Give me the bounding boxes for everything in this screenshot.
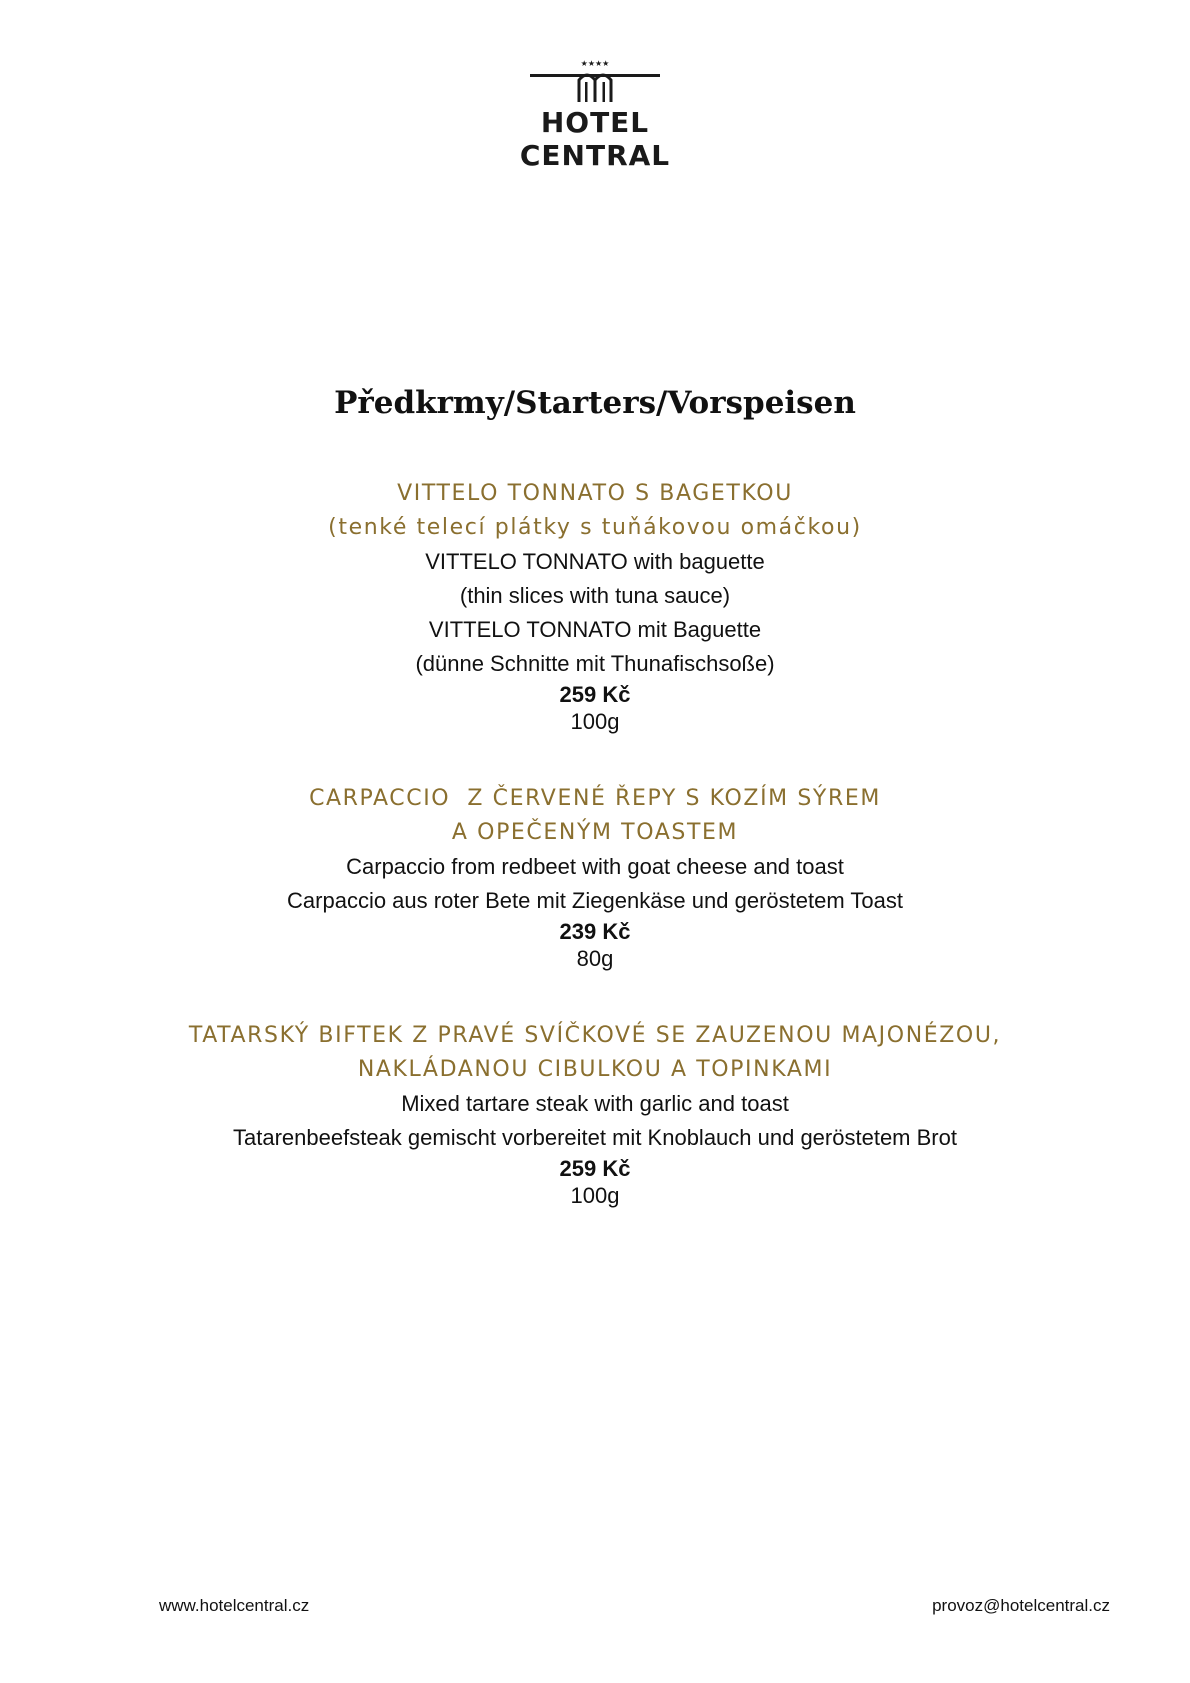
svg-text:★★★★: ★★★★ <box>580 59 610 68</box>
dish-name: A OPEČENÝM TOASTEM <box>451 820 739 845</box>
dish-price: 239 Kč <box>559 919 631 944</box>
dish-description: Carpaccio from redbeet with goat cheese and toast <box>346 854 844 879</box>
dish-description: VITTELO TONNATO with baguette <box>425 549 765 574</box>
dish-description: (thin slices with tuna sauce) <box>459 583 731 608</box>
section-title: Předkrmy/Starters/Vorspeisen <box>334 385 856 421</box>
dish-weight: 100g <box>570 1183 620 1208</box>
dish-item <box>0 1019 1190 1209</box>
website-link[interactable]: www.hotelcentral.cz <box>159 1596 310 1615</box>
dish-name: (tenké telecí plátky s tuňákovou omáčkou) <box>328 515 862 540</box>
dish-description: Carpaccio aus roter Bete mit Ziegenkäse und geröstetem Toast <box>287 888 903 913</box>
dish-description: (dünne Schnitte mit Thunafischsoße) <box>415 651 775 676</box>
dish-description: Mixed tartare steak with garlic and toast <box>401 1091 789 1116</box>
dish-item <box>0 477 1190 735</box>
logo-line-central: CENTRAL <box>519 139 671 172</box>
menu-section <box>0 383 1190 1256</box>
dish-weight: 100g <box>570 709 620 734</box>
dish-price: 259 Kč <box>559 1156 631 1181</box>
dish-name: NAKLÁDANOU CIBULKOU A TOPINKAMI <box>357 1057 833 1082</box>
dish-name: VITTELO TONNATO S BAGETKOU <box>397 481 793 506</box>
dish-name: TATARSKÝ BIFTEK Z PRAVÉ SVÍČKOVÉ SE ZAUZENOU MAJONÉZOU, <box>188 1023 1002 1048</box>
dish-price: 259 Kč <box>559 682 631 707</box>
dish-name: CARPACCIO Z ČERVENÉ ŘEPY S KOZÍM SÝREM <box>309 786 881 811</box>
hotel-logo <box>0 58 1190 170</box>
dish-item <box>0 782 1190 972</box>
dish-description: VITTELO TONNATO mit Baguette <box>428 617 762 642</box>
hotel-central-logo-icon <box>525 58 665 104</box>
dish-description: Tatarenbeefsteak gemischt vorbereitet mit Knoblauch und geröstetem Brot <box>233 1125 957 1150</box>
email-link[interactable]: provoz@hotelcentral.cz <box>932 1596 1110 1615</box>
logo-line-hotel: HOTEL <box>540 106 650 139</box>
dish-weight: 80g <box>576 946 614 971</box>
